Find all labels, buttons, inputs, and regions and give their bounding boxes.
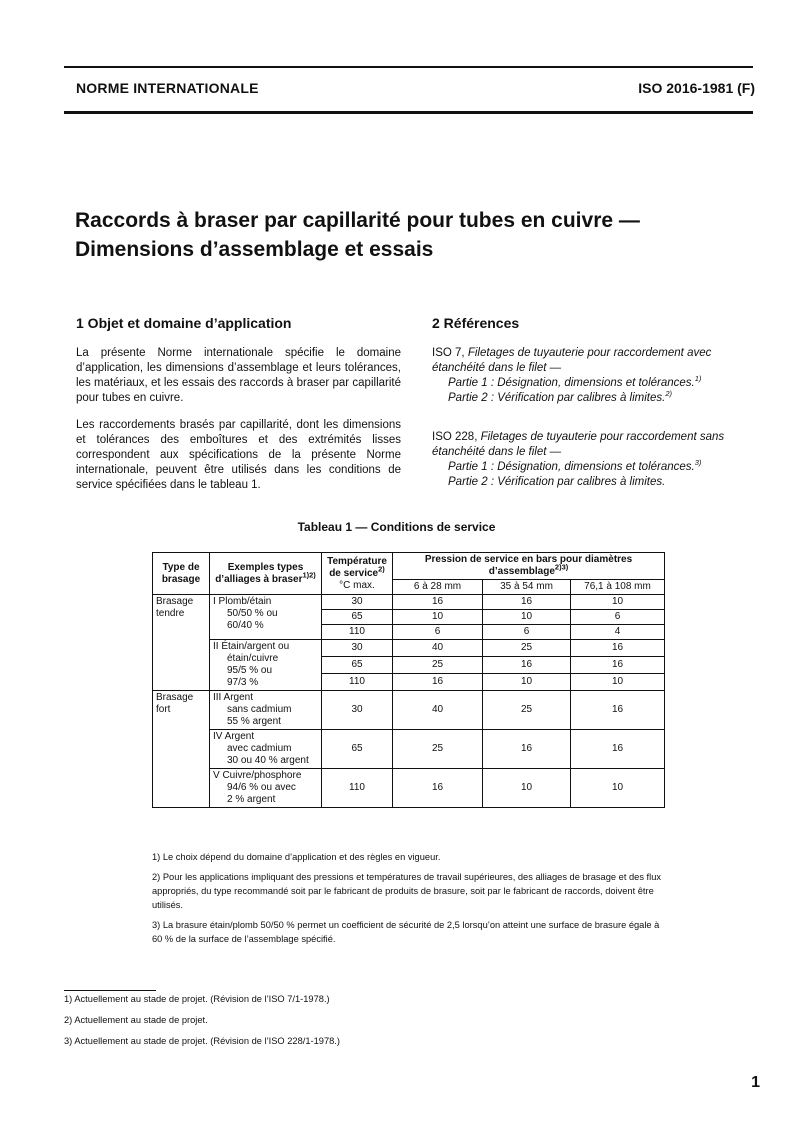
table-cell: 40 [393, 640, 483, 657]
section-2-heading: 2 Références [432, 315, 520, 331]
table-cell: 110 [322, 769, 393, 808]
header-top-rule [64, 66, 753, 68]
header-temperature: Température de service$^{2)}$ °C max. [322, 553, 393, 595]
alloy-group-3: III Argent sans cadmium 55 % argent [210, 691, 322, 730]
table-cell: 6 [393, 625, 483, 640]
table-notes [152, 850, 664, 952]
section-1-paragraph-2: Les raccordements brasés par capillarité, dont les dimensions et tolérances des emboîtures et des extrémités lisses correspondent aux spécifications de la présente Norme internationale, peuvent être utilisés dans les conditions de service spécifiées dans le tableau 1. [76, 419, 401, 491]
table-cell: 10 [483, 610, 571, 625]
brasage-fort-cell: Brasage fort [153, 691, 210, 808]
table-cell: 16 [393, 595, 483, 610]
header-pressure: Pression de service en bars pour diamètres d’assemblage$^{2)3)}$ [393, 553, 665, 580]
table-cell: 16 [393, 674, 483, 691]
table-cell: 25 [483, 640, 571, 657]
footnote-1: 1) Actuellement au stade de projet. (Révision de l’ISO 7/1-1978.) [64, 994, 330, 1004]
reference-iso-228-code: ISO 228, [432, 431, 478, 443]
footnotes [64, 993, 340, 1056]
table-cell: 10 [393, 610, 483, 625]
table-row [153, 691, 665, 730]
header-bottom-rule [64, 111, 753, 114]
title-line-2: Dimensions d’assemblage et essais [75, 238, 434, 261]
table-cell: 16 [571, 657, 665, 674]
table-cell: 25 [393, 657, 483, 674]
table-cell: 16 [393, 769, 483, 808]
table-cell: 10 [571, 769, 665, 808]
table-cell: 10 [571, 674, 665, 691]
header-alloy: Exemples types d’alliages à braser$^{1)2)}$ [210, 553, 322, 595]
table-cell: 40 [393, 691, 483, 730]
alloy-group-5: V Cuivre/phosphore 94/6 % ou avec 2 % argent [210, 769, 322, 808]
table-cell: 30 [322, 691, 393, 730]
table-cell: 110 [322, 625, 393, 640]
reference-iso-7 [432, 346, 757, 406]
reference-iso-228 [432, 430, 757, 490]
brasage-tendre-cell: Brasage tendre [153, 595, 210, 691]
table-cell: 16 [571, 691, 665, 730]
reference-iso-7-part-1: Partie 1 : Désignation, dimensions et tolérances.$^{1)}$ [448, 374, 702, 389]
header-type: Type de brasage [153, 553, 210, 595]
reference-iso-7-part-2: Partie 2 : Vérification par calibres à limites.$^{2)}$ [448, 389, 672, 404]
table-note-3: 3) La brasure étain/plomb 50/50 % permet un coefficient de sécurité de 2,5 lorsqu’on atteint une surface de brasure égale à 60 % de la surface de l’assemblage spécifié. [152, 920, 660, 944]
table-cell: 16 [571, 730, 665, 769]
header-diameter-3: 76,1 à 108 mm [571, 580, 665, 595]
header-diameter-1: 6 à 28 mm [393, 580, 483, 595]
table-cell: 65 [322, 730, 393, 769]
document-title [75, 206, 755, 264]
header-diameter-2: 35 à 54 mm [483, 580, 571, 595]
table-cell: 16 [483, 595, 571, 610]
table-cell: 6 [571, 610, 665, 625]
header-standard-number: ISO 2016-1981 (F) [638, 80, 755, 96]
reference-iso-7-title [432, 346, 757, 376]
table-note-1: 1) Le choix dépend du domaine d’application et des règles en vigueur. [152, 852, 441, 862]
table-cell: 10 [483, 769, 571, 808]
footnote-rule [64, 990, 156, 991]
table-cell: 30 [322, 640, 393, 657]
table-cell: 4 [571, 625, 665, 640]
table-header-row-1 [153, 553, 665, 580]
table-cell: 65 [322, 657, 393, 674]
table-cell: 110 [322, 674, 393, 691]
table-cell: 65 [322, 610, 393, 625]
service-conditions-table [152, 552, 665, 808]
table-cell: 16 [483, 657, 571, 674]
alloy-group-1: I Plomb/étain 50/50 % ou 60/40 % [210, 595, 322, 640]
table-row [153, 595, 665, 610]
footnote-3: 3) Actuellement au stade de projet. (Révision de l’ISO 228/1-1978.) [64, 1036, 340, 1046]
title-line-1: Raccords à braser par capillarité pour tubes en cuivre — [75, 209, 640, 232]
table-cell: 25 [393, 730, 483, 769]
table-cell: 16 [483, 730, 571, 769]
table-cell: 10 [571, 595, 665, 610]
page-number: 1 [751, 1074, 760, 1091]
table-row [153, 730, 665, 769]
reference-iso-7-name: Filetages de tuyauterie pour raccordement avec étanchéité dans le filet — [432, 347, 712, 374]
reference-iso-228-title [432, 430, 757, 460]
reference-iso-228-name: Filetages de tuyauterie pour raccordement sans étanchéité dans le filet — [432, 431, 725, 458]
table-cell: 6 [483, 625, 571, 640]
table-cell: 25 [483, 691, 571, 730]
table-cell: 16 [571, 640, 665, 657]
table-cell: 30 [322, 595, 393, 610]
table-row [153, 769, 665, 808]
table-1-caption: Tableau 1 — Conditions de service [297, 520, 496, 534]
references-list [432, 346, 757, 514]
section-1-body [76, 346, 401, 505]
table-row [153, 640, 665, 657]
alloy-group-2: II Étain/argent ou étain/cuivre 95/5 % ou 97/3 % [210, 640, 322, 691]
header-standard-type: NORME INTERNATIONALE [76, 80, 259, 96]
section-1-paragraph-1: La présente Norme internationale spécifie le domaine d’application, les dimensions d’assemblage et leurs tolérances, les matériaux, et les essais des raccords à braser par capillarité pour tubes en cuivre. [76, 347, 401, 404]
reference-iso-228-part-2: Partie 2 : Vérification par calibres à limites. [448, 476, 666, 488]
alloy-group-4: IV Argent avec cadmium 30 ou 40 % argent [210, 730, 322, 769]
table-note-2: 2) Pour les applications impliquant des pressions et températures de travail supérieures, des alliages de brasage et des flux appropriés, du type recommandé soit par le fabricant de produits de brasure, soit par le fabricant de raccords, doivent être utilisés. [152, 872, 662, 910]
reference-iso-228-part-1: Partie 1 : Désignation, dimensions et tolérances.$^{3)}$ [448, 458, 702, 473]
section-1-heading: 1 Objet et domaine d’application [76, 315, 292, 331]
footnote-2: 2) Actuellement au stade de projet. [64, 1015, 208, 1025]
table-cell: 10 [483, 674, 571, 691]
reference-iso-7-code: ISO 7, [432, 347, 465, 359]
